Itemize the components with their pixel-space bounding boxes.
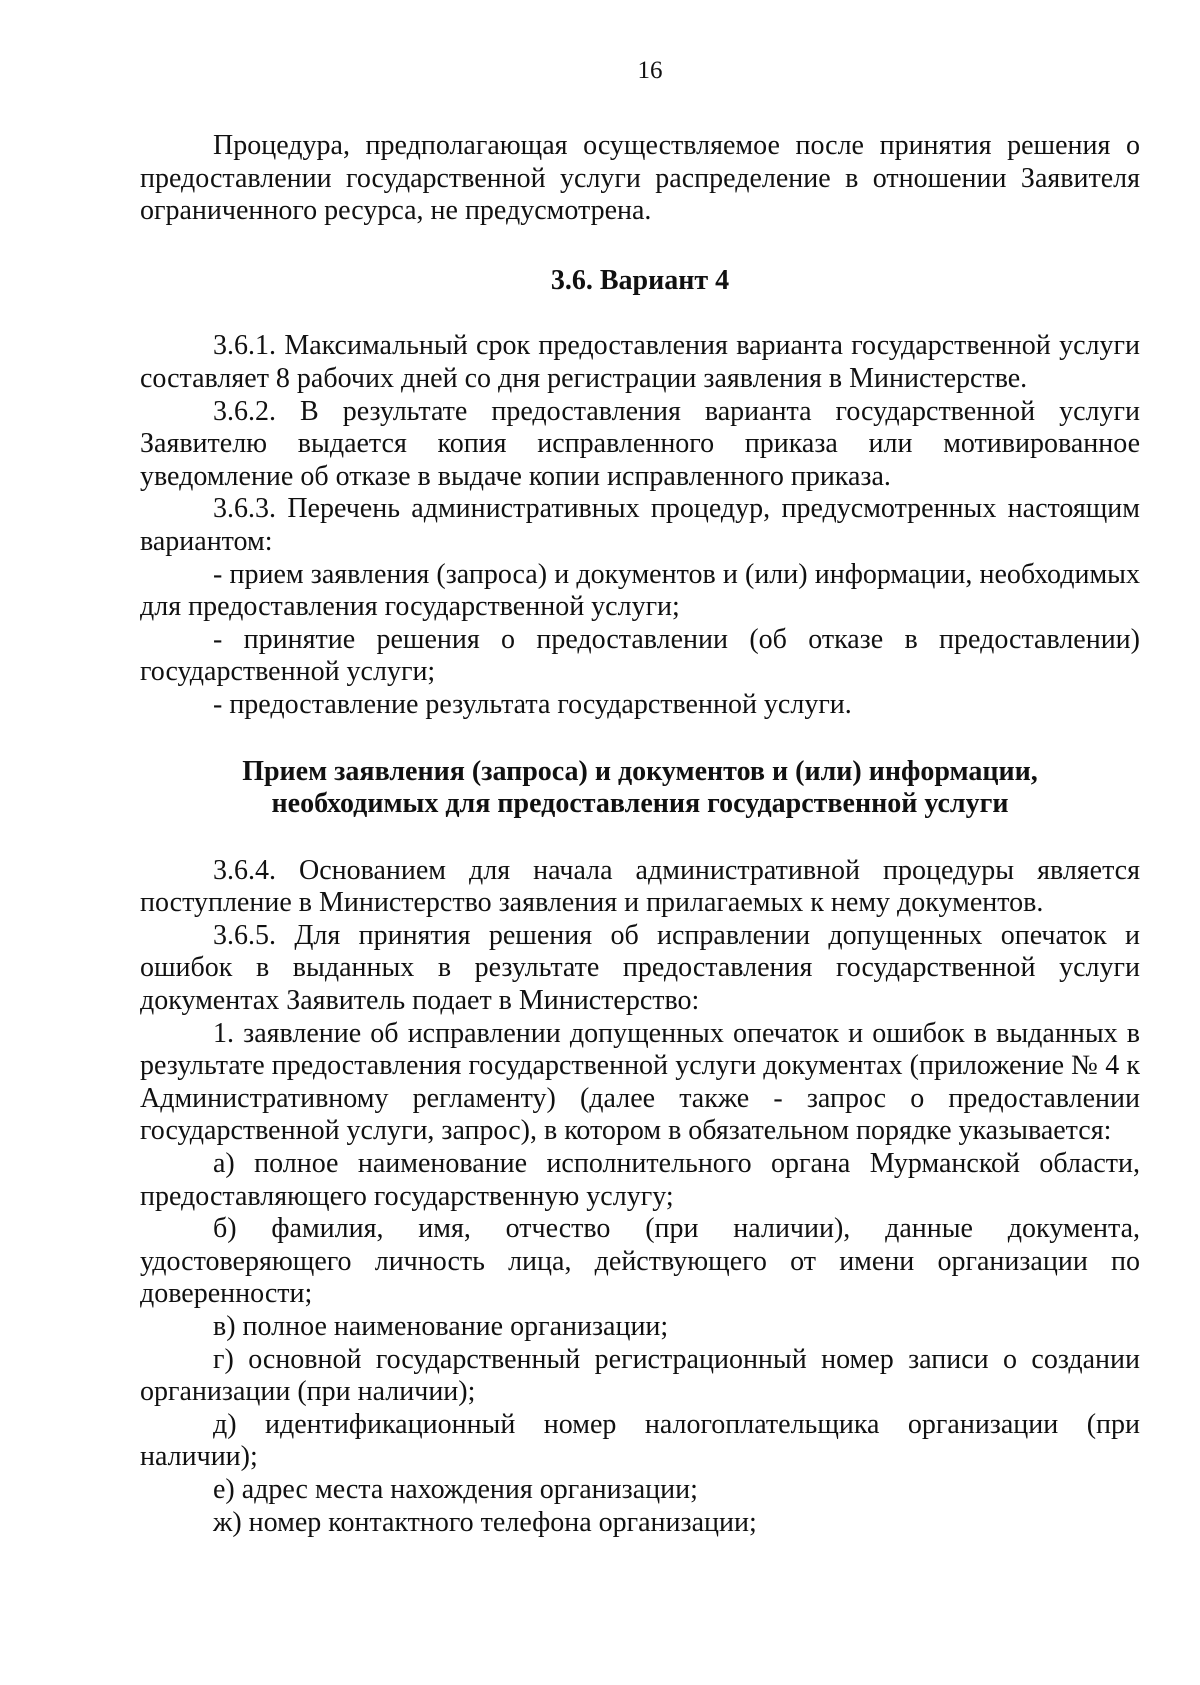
- intro-paragraph: Процедура, предполагающая осуществляемое после принятия решения о предоставлении государственной услуги распределение в отношении Заявителя ограниченного ресурса, не предусмотрена.: [140, 130, 1140, 227]
- paragraph-item-zh: ж) номер контактного телефона организации;: [213, 1506, 757, 1538]
- paragraph-item-1: 1. заявление об исправлении допущенных опечаток и ошибок в выданных в результате предоставления государственной услуги документах (приложение № 4 к Административному регламенту) (далее также - запрос о предоставлении государственной услуги, запрос), в котором в обязательном порядке указывается:: [140, 1017, 1140, 1147]
- paragraph-3-6-1: 3.6.1. Максимальный срок предоставления варианта государственной услуги составляет 8 рабочих дней со дня регистрации заявления в Министерстве.: [140, 330, 1140, 394]
- list-item-procedure-1: - прием заявления (запроса) и документов и (или) информации, необходимых для предоставления государственной услуги;: [140, 558, 1140, 623]
- paragraph-item-a: а) полное наименование исполнительного органа Мурманской области, предоставляющего государственную услугу;: [140, 1148, 1140, 1212]
- section-title: 3.6. Вариант 4: [550, 264, 730, 296]
- paragraph-3-6-4: 3.6.4. Основанием для начала административной процедуры является поступление в Министерство заявления и прилагаемых к нему документов.: [140, 854, 1140, 919]
- paragraph-item-b: б) фамилия, имя, отчество (при наличии), данные документа, удостоверяющего личность лица, действующего от имени организации по доверенности;: [140, 1213, 1140, 1310]
- paragraph-3-6-5: 3.6.5. Для принятия решения об исправлении допущенных опечаток и ошибок в выданных в результате предоставления государственной услуги документах Заявитель подает в Министерство:: [140, 919, 1140, 1017]
- paragraph-3-6-2: 3.6.2. В результате предоставления варианта государственной услуги Заявителю выдается копия исправленного приказа или мотивированное уведомление об отказе в выдаче копии исправленного приказа.: [140, 395, 1140, 492]
- paragraph-item-v: в) полное наименование организации;: [213, 1311, 669, 1342]
- paragraph-item-g: г) основной государственный регистрационный номер записи о создании организации (при наличии);: [140, 1343, 1140, 1408]
- page-number: 16: [637, 57, 663, 84]
- subsection-title-line-1: Прием заявления (запроса) и документов и (или) информации,: [242, 755, 1038, 787]
- paragraph-item-e: е) адрес места нахождения организации;: [213, 1473, 698, 1505]
- list-item-procedure-3: - предоставление результата государственной услуги.: [213, 688, 852, 720]
- paragraph-item-d: д) идентификационный номер налогоплательщика организации (при наличии);: [140, 1408, 1140, 1473]
- document-body: [140, 130, 1140, 1539]
- list-item-procedure-2: - принятие решения о предоставлении (об отказе в предоставлении) государственной услуги;: [140, 623, 1140, 688]
- subsection-title-line-2: необходимых для предоставления государственной услуги: [271, 788, 1009, 820]
- paragraph-3-6-3: 3.6.3. Перечень административных процедур, предусмотренных настоящим вариантом:: [140, 493, 1140, 557]
